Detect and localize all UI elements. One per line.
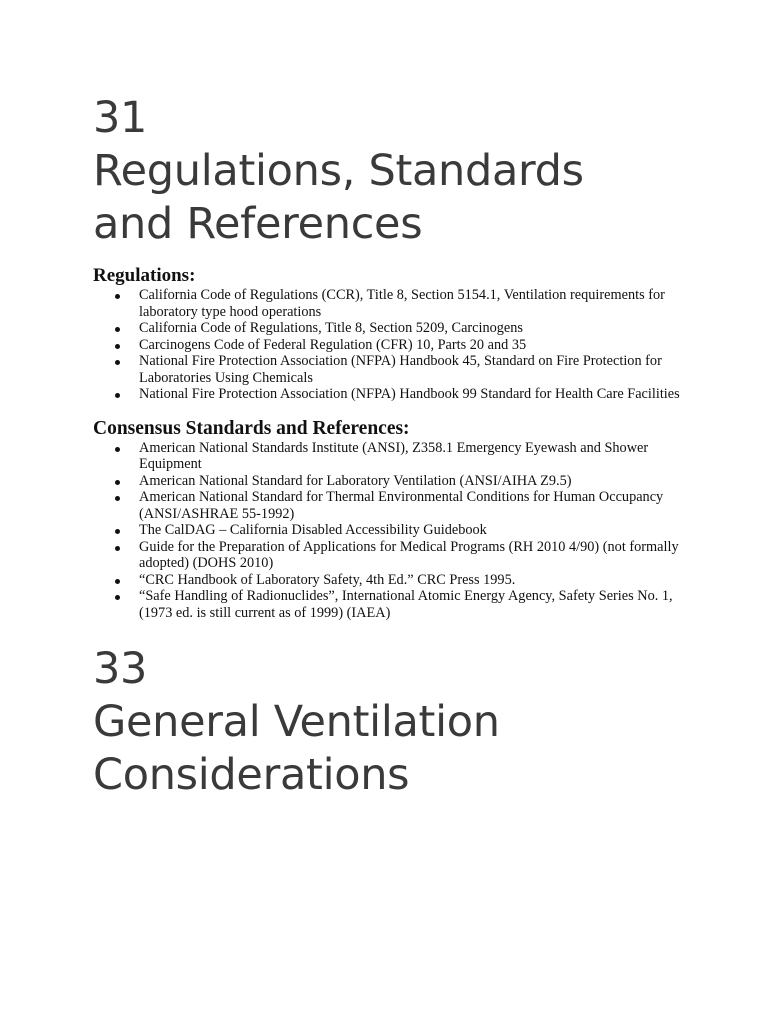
list-item <box>93 489 693 522</box>
document-page <box>93 92 693 802</box>
list-item-text: American National Standards Institute (ANSI), Z358.1 Emergency Eyewash and Shower Equipment <box>139 439 649 472</box>
list-item-text: California Code of Regulations (CCR), Title 8, Section 5154.1, Ventilation requirements for laboratory type hood operations <box>139 287 665 320</box>
list-item <box>93 539 693 572</box>
list-item-text: American National Standard for Laboratory Ventilation (ANSI/AIHA Z9.5) <box>139 472 572 489</box>
consensus-standards-heading: Consensus Standards and References: <box>93 417 410 439</box>
list-item-text: National Fire Protection Association (NFPA) Handbook 99 Standard for Health Care Facilities <box>139 386 680 402</box>
bullet-icon <box>115 546 120 551</box>
list-item <box>93 522 693 539</box>
list-item <box>93 287 693 320</box>
list-item-text: “Safe Handling of Radionuclides”, International Atomic Energy Agency, Safety Series No. 1, (1973 ed. is still current as of 1999) (IAEA) <box>139 588 673 621</box>
list-item <box>93 320 693 337</box>
chapter-title-line-2: Considerations <box>93 750 410 800</box>
list-item-text: Guide for the Preparation of Applications for Medical Programs (RH 2010 4/90) (not formally adopted) (DOHS 2010) <box>139 538 679 571</box>
list-item <box>93 572 693 589</box>
bullet-icon <box>115 344 120 349</box>
chapter-number: 31 <box>93 93 148 143</box>
regulations-list <box>93 287 693 403</box>
bullet-icon <box>115 360 120 365</box>
list-item <box>93 588 693 621</box>
list-item-text: California Code of Regulations, Title 8, Section 5209, Carcinogens <box>139 320 523 336</box>
chapter-33-heading <box>93 643 693 802</box>
list-item <box>93 440 693 473</box>
regulations-heading: Regulations: <box>93 265 196 286</box>
list-item-text: Carcinogens Code of Federal Regulation (CFR) 10, Parts 20 and 35 <box>139 336 527 353</box>
list-item <box>93 353 693 386</box>
list-item-text: The CalDAG – California Disabled Accessibility Guidebook <box>139 522 487 538</box>
bullet-icon <box>115 480 120 485</box>
chapter-title-line-2: and References <box>93 199 423 249</box>
bullet-icon <box>115 327 120 332</box>
bullet-icon <box>115 393 120 398</box>
bullet-icon <box>115 294 120 299</box>
bullet-icon <box>115 496 120 501</box>
list-item-text: National Fire Protection Association (NFPA) Handbook 45, Standard on Fire Protection for Laboratories Using Chemicals <box>139 353 662 386</box>
list-item-text: “CRC Handbook of Laboratory Safety, 4th Ed.” CRC Press 1995. <box>139 571 516 588</box>
chapter-31-heading <box>93 92 693 251</box>
consensus-standards-list <box>93 440 693 622</box>
chapter-number: 33 <box>93 644 148 694</box>
bullet-icon <box>115 579 120 584</box>
bullet-icon <box>115 529 120 534</box>
chapter-title-line-1: Regulations, Standards <box>93 146 584 196</box>
list-item <box>93 386 693 403</box>
bullet-icon <box>115 595 120 600</box>
list-item <box>93 337 693 354</box>
bullet-icon <box>115 447 120 452</box>
chapter-title-line-1: General Ventilation <box>93 697 500 747</box>
list-item <box>93 473 693 490</box>
list-item-text: American National Standard for Thermal Environmental Conditions for Human Occupancy (ANSI/ASHRAE 55-1992) <box>139 489 664 522</box>
